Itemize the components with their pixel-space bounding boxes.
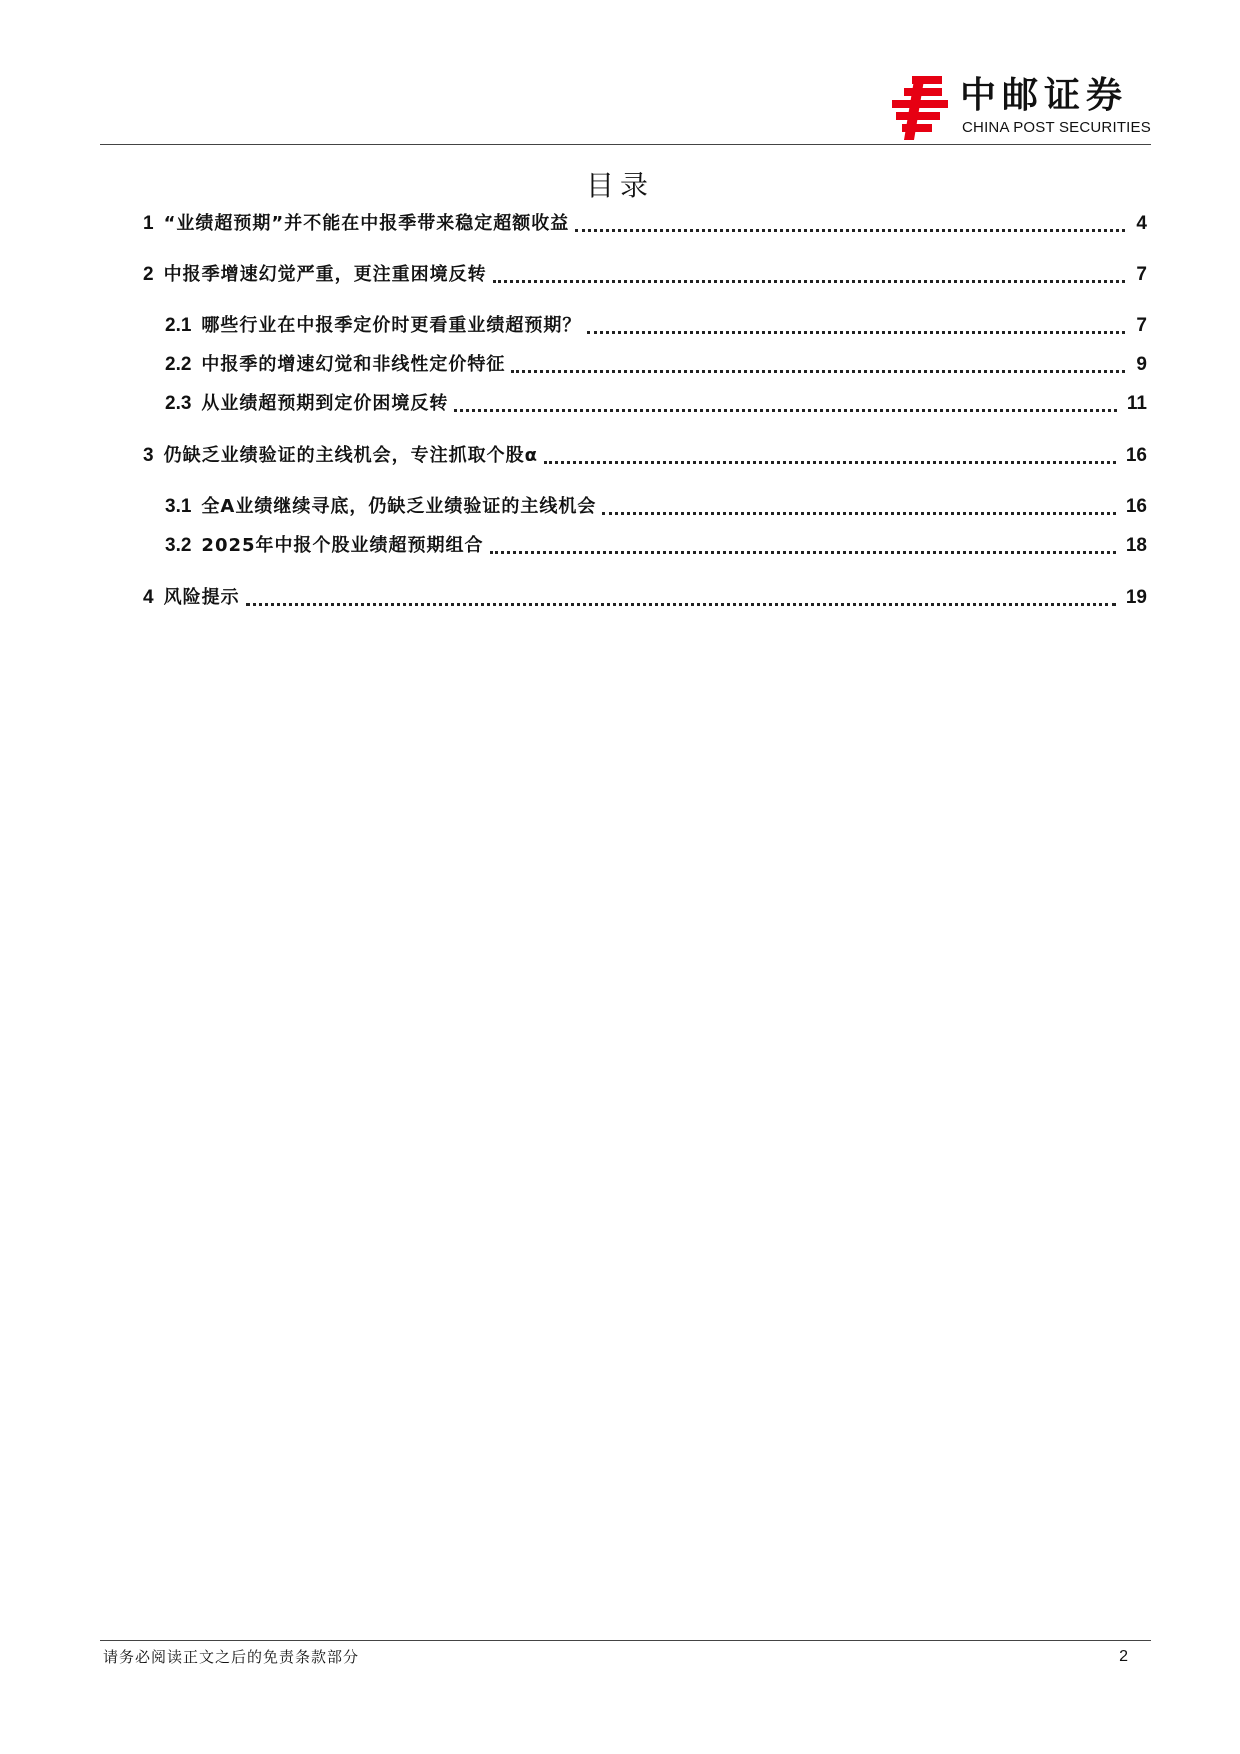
header-divider [100, 144, 1151, 145]
logo-chinese-name: 中邮证券 [960, 75, 1129, 116]
toc-entry-number: 2.2 [165, 354, 192, 375]
company-logo [884, 74, 1150, 144]
dot-leader [246, 603, 1116, 606]
toc-entry-page: 7 [1136, 315, 1147, 336]
page-header [0, 0, 1240, 150]
toc-entry-title: 仍缺乏业绩验证的主线机会，专注抓取个股α [163, 445, 538, 466]
toc-entry-title: 中报季增速幻觉严重，更注重困境反转 [163, 264, 487, 285]
toc-entry-number: 4 [143, 587, 154, 608]
toc-entry-number: 1 [143, 213, 154, 234]
toc-entry-number: 3.2 [165, 535, 192, 556]
toc-entry-2-2[interactable] [165, 351, 1147, 379]
toc-entry-2-3[interactable] [165, 390, 1147, 418]
dot-leader [544, 461, 1116, 464]
logo-english-name: CHINA POST SECURITIES [962, 119, 1151, 136]
toc-entry-title: 哪些行业在中报季定价时更看重业绩超预期？ [201, 315, 582, 336]
toc-entry-title: 2025年中报个股业绩超预期组合 [201, 535, 484, 556]
toc-entry-page: 11 [1126, 393, 1147, 414]
toc-entry-title: 从业绩超预期到定价困境反转 [201, 393, 449, 414]
toc-entry-page: 19 [1125, 587, 1147, 608]
footer-divider [100, 1640, 1151, 1641]
toc-entry-3-2[interactable] [165, 532, 1147, 560]
dot-leader [490, 551, 1116, 554]
dot-leader [493, 280, 1125, 283]
toc-entry-title: “业绩超预期”并不能在中报季带来稳定超额收益 [163, 213, 570, 234]
page-number: 2 [1119, 1648, 1128, 1665]
toc-entry-number: 2 [143, 264, 154, 285]
toc-entry-page: 16 [1125, 445, 1147, 466]
dot-leader [454, 409, 1116, 412]
toc-entry-page: 16 [1125, 496, 1147, 517]
toc-entry-4[interactable] [143, 584, 1147, 612]
footer-disclaimer: 请务必阅读正文之后的免责条款部分 [103, 1648, 360, 1666]
toc-entry-number: 2.3 [165, 393, 192, 414]
toc-entry-title: 风险提示 [163, 587, 240, 608]
toc-entry-title: 中报季的增速幻觉和非线性定价特征 [201, 354, 506, 375]
toc-entry-number: 3.1 [165, 496, 192, 517]
toc-entry-page: 7 [1136, 264, 1147, 285]
page-title: 目录 [585, 169, 654, 202]
china-post-logo-icon [884, 74, 952, 142]
toc-entry-number: 3 [143, 445, 154, 466]
toc-entry-title: 全A业绩继续寻底，仍缺乏业绩验证的主线机会 [201, 496, 597, 517]
dot-leader [587, 331, 1125, 334]
toc-entry-2[interactable] [143, 261, 1147, 289]
toc-entry-3[interactable] [143, 442, 1147, 470]
toc-entry-page: 9 [1136, 354, 1147, 375]
toc-entry-3-1[interactable] [165, 493, 1147, 521]
toc-entry-2-1[interactable] [165, 312, 1147, 340]
dot-leader [511, 370, 1125, 373]
dot-leader [602, 512, 1116, 515]
dot-leader [575, 229, 1125, 232]
toc-entry-page: 4 [1136, 213, 1147, 234]
toc-entry-1[interactable] [143, 210, 1147, 238]
toc-entry-page: 18 [1125, 535, 1147, 556]
toc-entry-number: 2.1 [165, 315, 192, 336]
